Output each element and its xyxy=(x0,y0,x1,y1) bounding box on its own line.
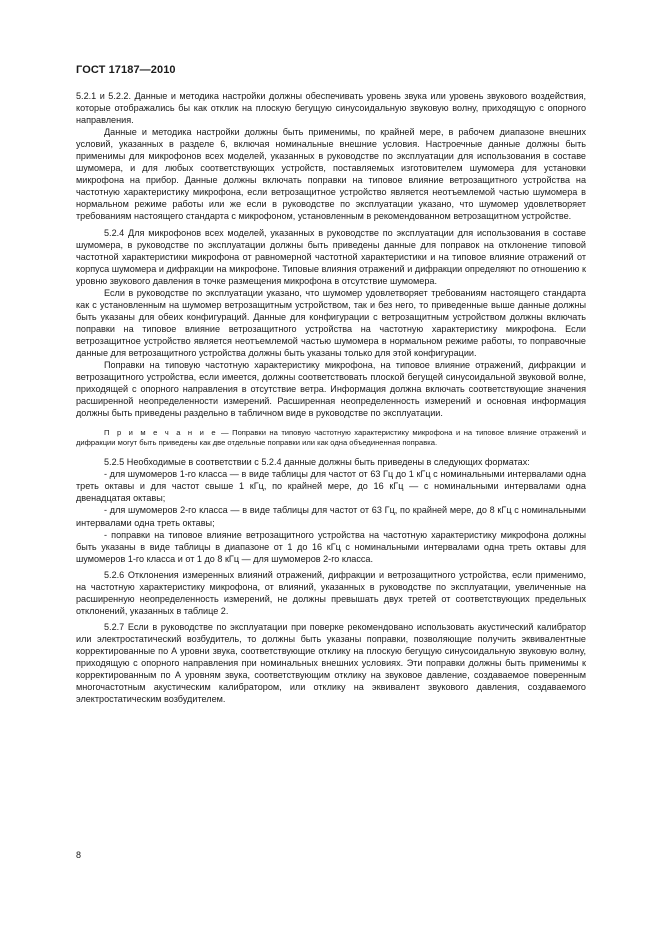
paragraph-settings-applicability: Данные и методика настройки должны быть применимы, по крайней мере, в рабочем диапазоне внешних условий, указанных в разделе 6, включая номинальные внешние условия. Настроечные данные должны быть применимы для микрофонов всех моделей, указанных в руководстве по эксплуатации для использования в составе шумомера, и для любых соответствующих устройств, поставляемых изготовителем шумомера для установки микрофона на прибор. Данные должны включать поправки на типовое влияние ветрозащитного устройства на частотную характеристику микрофона, если ветрозащитное устройство является неотъемлемой частью шумомера в нормальном режиме работы или же если в руководстве по эксплуатации указано, что шумомер удовлетворяет требованиям настоящего стандарта с микрофоном, установленным в рекомендованном ветрозащитном устройстве. xyxy=(76,127,586,222)
note xyxy=(76,428,586,448)
paragraph-5-2-4: 5.2.4 Для микрофонов всех моделей, указанных в руководстве по эксплуатации для использования в составе шумомера, в руководстве по эксплуатации должны быть приведены данные для поправок на отклонение типовой частотной характеристики микрофона от равномерной частотной характеристики и на типовое влияние отражений от корпуса шумомера и дифракции на микрофоне. Типовые влияния отражений и дифракции определяют по отношению к уровню звукового давления в точке размещения микрофона в отсутствие шумомера. xyxy=(76,227,586,286)
page-number: 8 xyxy=(76,850,82,860)
paragraph-5-2-6: 5.2.6 Отклонения измеренных влияний отражений, дифракции и ветрозащитного устройства, если применимо, на частотную характеристику микрофона, от влияний, указанных в руководстве по эксплуатации, увеличенные на расширенную неопределенность измерений, не должны превышать двух третей от соответствующих предельных отклонений, указанных в таблице 2. xyxy=(76,569,586,616)
standard-header: ГОСТ 17187—2010 xyxy=(76,64,176,76)
paragraph-5-2-5: 5.2.5 Необходимые в соответствии с 5.2.4 данные должны быть приведены в следующих форматах: xyxy=(104,457,530,468)
paragraph-corrections: Поправки на типовую частотную характеристику микрофона, на типовое влияние отражений, дифракции и ветрозащитного устройства, если имеется, должны соответствовать плоской бегущей синусоидальной звуковой волне, приходящей с опорного направления в отсутствие ветра. Информация должна включать соответствующие значения расширенной неопределенности измерений. Расширенная неопределенность измерений и основная информация должны быть приведены раздельно в табличном виде в руководстве по эксплуатации. xyxy=(76,360,586,419)
paragraph-windscreen-config: Если в руководстве по эксплуатации указано, что шумомер удовлетворяет требованиям настоящего стандарта как с установленным на шумомер ветрозащитным устройством, так и без него, то приведенные выше данные должны быть указаны для обеих конфигураций. Данные для конфигурации с ветрозащитным устройством должны включать поправки на типовое влияние ветрозащитного устройства на частотную характеристику микрофона. Если ветрозащитное устройство является неотъемлемой частью шумомера в нормальном режиме работы, то поправочные данные для ветрозащитного устройства должны быть указаны только для этой конфигурации. xyxy=(76,287,586,358)
list-item-class-2: - для шумомеров 2-го класса — в виде таблицы для частот от 63 Гц, по крайней мере, до 8 кГц с номинальными интервалами одна треть октавы; xyxy=(76,505,586,528)
document-body xyxy=(76,90,586,705)
list-item-windscreen: - поправки на типовое влияние ветрозащитного устройства на частотную характеристику микрофона должны быть указаны в виде таблицы в диапазоне от 1 до 16 кГц с номинальными интервалами одна треть октавы для шумомеров 1-го класса и от 1 до 8 кГц — для шумомеров 2-го класса. xyxy=(76,529,586,564)
list-item-class-1: - для шумомеров 1-го класса — в виде таблицы для частот от 63 Гц до 1 кГц с номинальными интервалами одна треть октавы и для частот свыше 1 кГц, по крайней мере, до 16 кГц — с номинальными интервалами одна двенадцатая октавы; xyxy=(76,469,586,504)
paragraph-5-2-1-continuation: 5.2.1 и 5.2.2. Данные и методика настройки должны обеспечивать уровень звука или уровень звукового воздействия, которые отображались бы как отклик на плоскую бегущую синусоидальную звуковую волну, приходящую с опорного направления. xyxy=(76,91,586,126)
note-text: — Поправки на типовую частотную характеристику микрофона и на типовое влияние отражений и дифракции могут быть приведены как две отдельные поправки или как одна объединенная поправка. xyxy=(76,428,586,448)
paragraph-5-2-7: 5.2.7 Если в руководстве по эксплуатации при поверке рекомендовано использовать акустический калибратор или электростатический возбудитель, то должны быть указаны поправки, позволяющие получить эквивалентные корректированные по А уровни звука, соответствующие отклику на плоскую бегущую синусоидальную звуковую волну, приходящую с опорного направления при номинальных внешних условиях. Эти поправки должны быть применимы к корректированным по А уровням звука, соответствующим отклику на звуковое давление, создаваемое поверенным многочастотным акустическим калибратором, или отклику на эквивалент звукового давления, создаваемого электростатическим возбудителем. xyxy=(76,621,586,705)
note-label: П р и м е ч а н и е xyxy=(104,428,218,438)
